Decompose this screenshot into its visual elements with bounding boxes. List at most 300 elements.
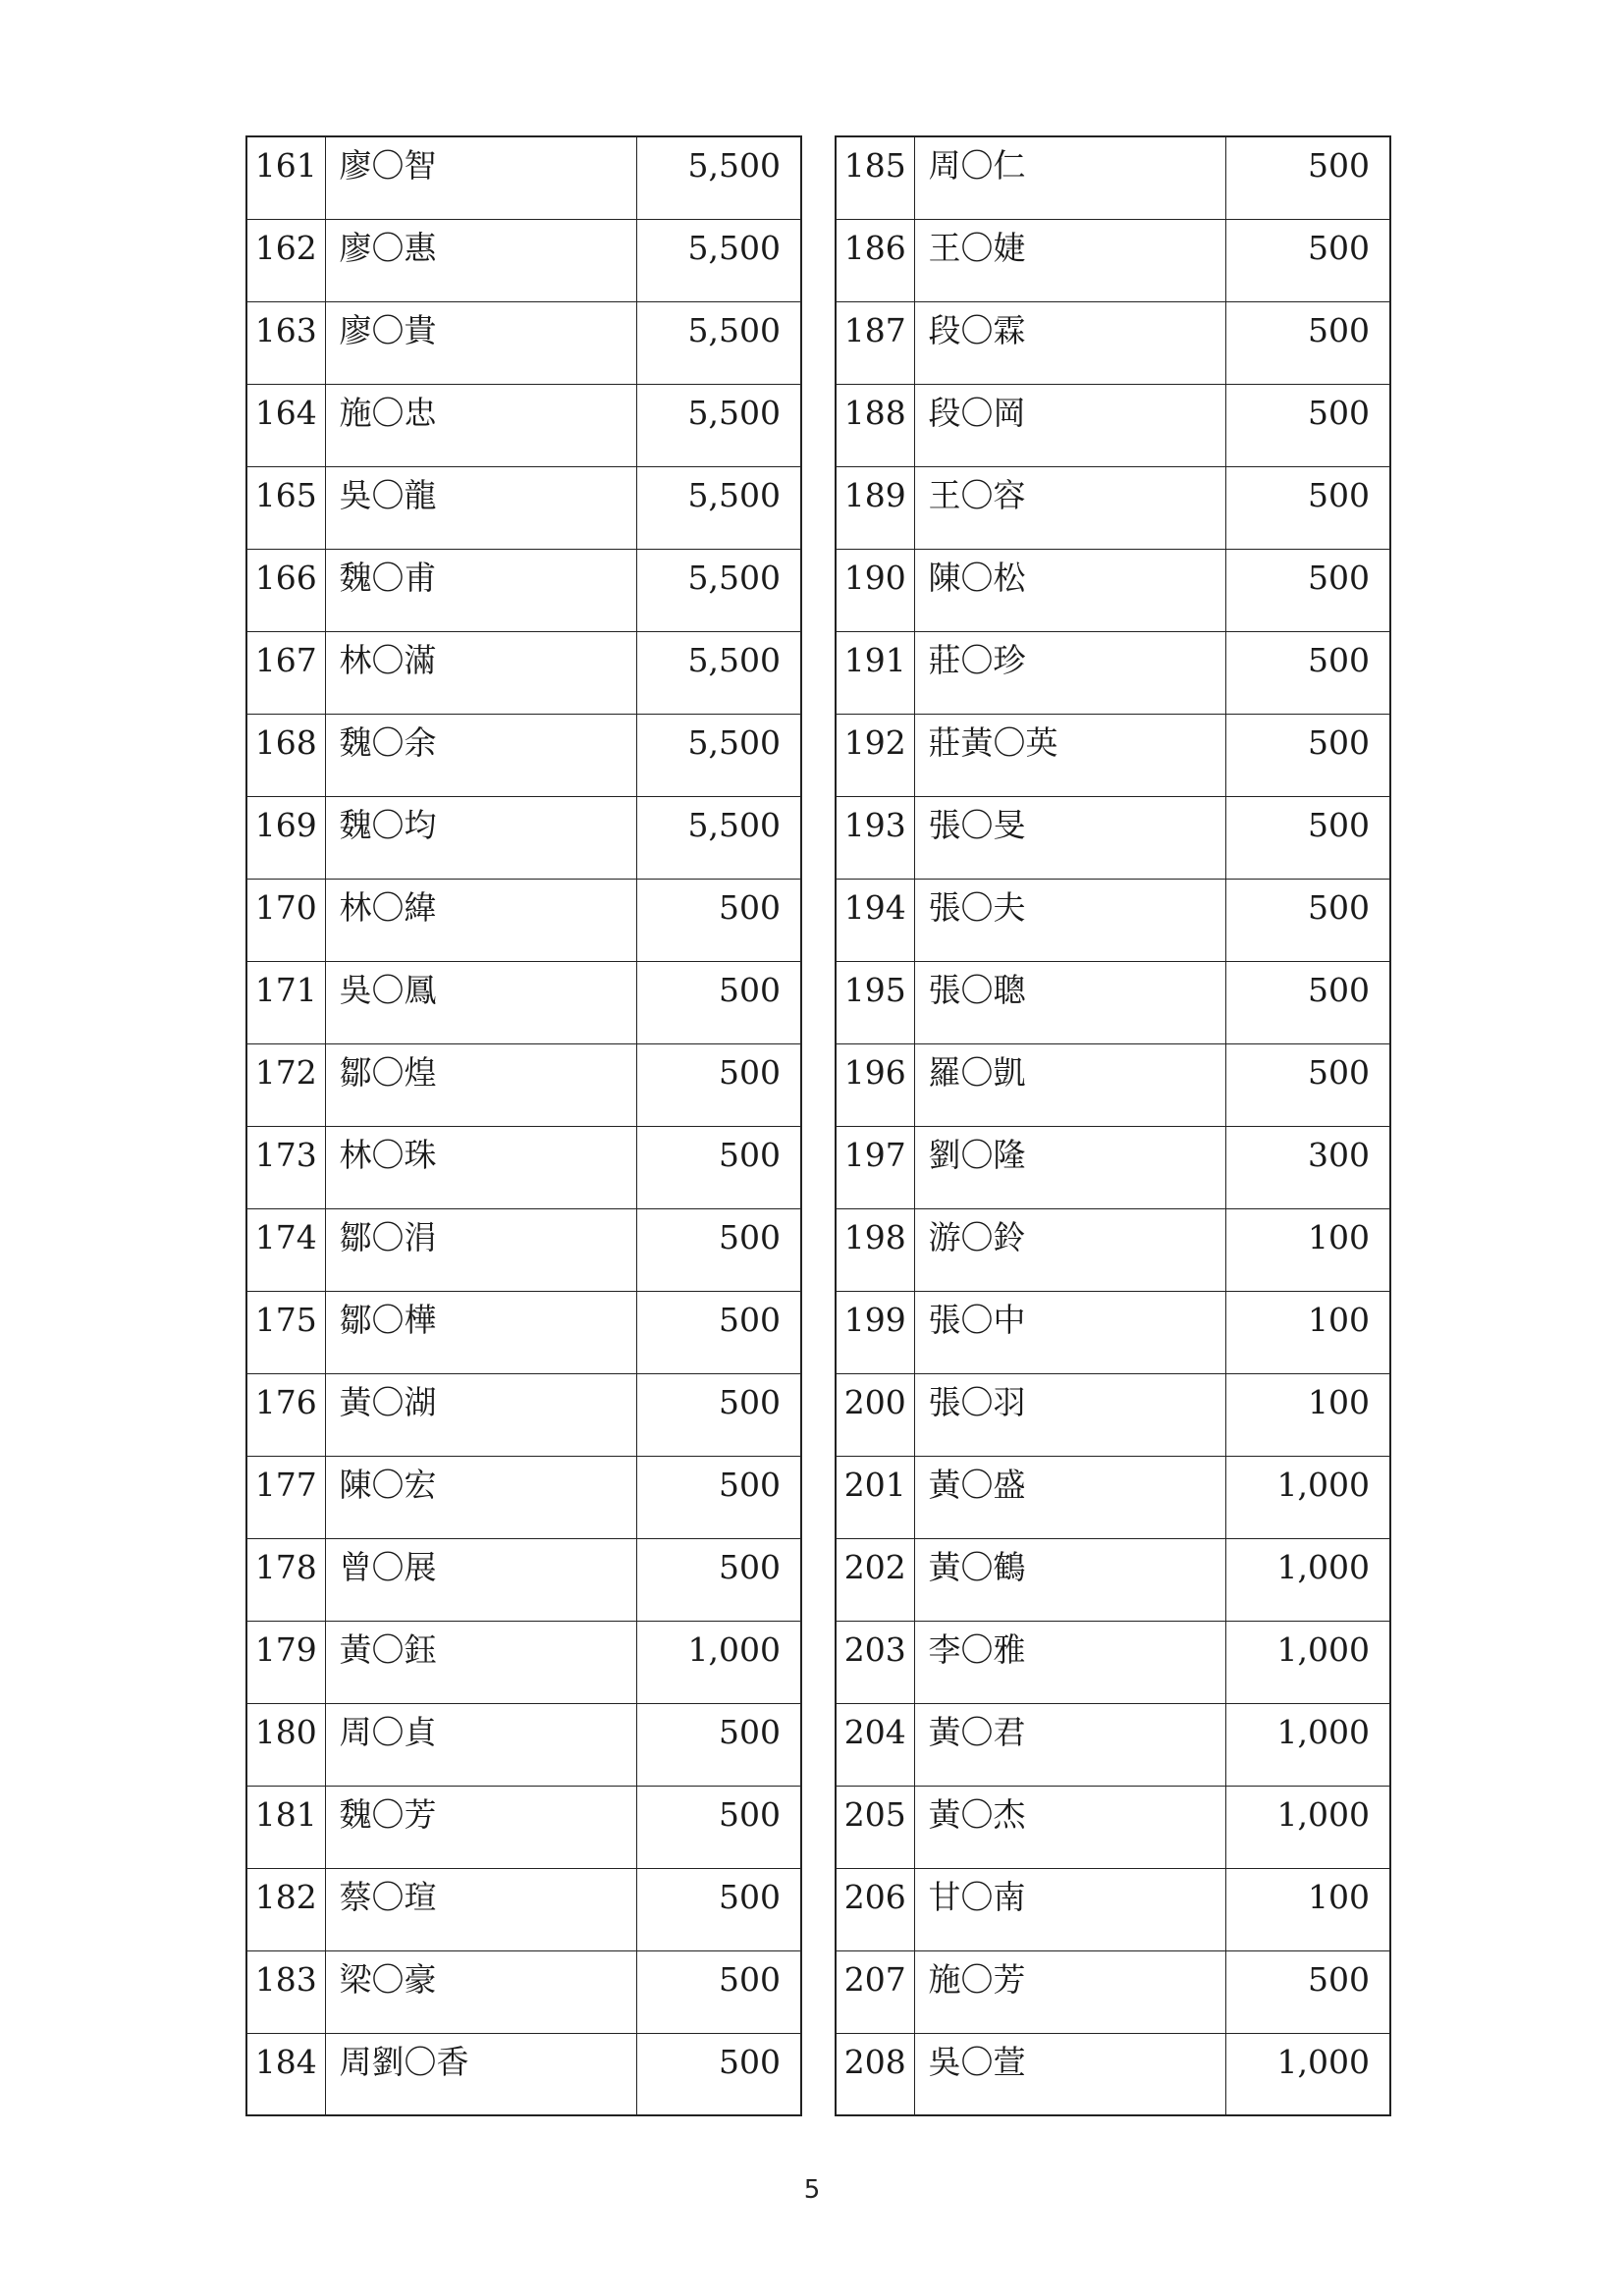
row-number-cell <box>836 1456 914 1538</box>
table-row <box>246 1621 801 1703</box>
table-row <box>836 1208 1390 1291</box>
donation-amount: 1,000 <box>1276 2042 1370 2081</box>
donor-name-cell <box>325 1538 636 1621</box>
donation-amount-cell <box>1225 1456 1390 1538</box>
row-number: 202 <box>843 1547 906 1586</box>
donation-amount-cell <box>1225 1786 1390 1868</box>
table-row <box>836 796 1390 879</box>
table-row <box>246 714 801 796</box>
donation-amount: 5,500 <box>687 640 781 679</box>
row-number: 175 <box>254 1300 317 1339</box>
row-number-cell <box>246 301 325 384</box>
donor-name-cell <box>914 219 1225 301</box>
table-row <box>836 879 1390 961</box>
donation-amount-cell <box>636 1868 801 1950</box>
row-number-cell <box>836 879 914 961</box>
row-number: 178 <box>254 1547 317 1586</box>
row-number: 204 <box>843 1712 906 1751</box>
donation-amount: 500 <box>719 1465 781 1504</box>
donor-name-cell <box>914 1043 1225 1126</box>
donation-amount: 100 <box>1308 1877 1370 1916</box>
row-number: 206 <box>843 1877 906 1916</box>
row-number-cell <box>246 714 325 796</box>
donation-amount-cell <box>636 1456 801 1538</box>
donor-name-cell <box>914 2033 1225 2115</box>
donation-amount: 500 <box>1308 475 1370 514</box>
donation-amount-cell <box>1225 1703 1390 1786</box>
table-row <box>246 1950 801 2033</box>
row-number-cell <box>246 136 325 219</box>
row-number: 179 <box>254 1629 317 1669</box>
table-row <box>246 961 801 1043</box>
donation-amount-cell <box>636 219 801 301</box>
row-number: 190 <box>843 558 906 597</box>
donor-name-cell <box>325 1373 636 1456</box>
donor-name-cell <box>914 631 1225 714</box>
donor-name: 魏〇均 <box>339 805 437 844</box>
row-number-cell <box>246 2033 325 2115</box>
donor-name: 段〇霖 <box>928 310 1026 349</box>
row-number-cell <box>246 1291 325 1373</box>
donation-amount: 1,000 <box>1276 1629 1370 1669</box>
donor-name: 周〇貞 <box>339 1712 437 1751</box>
row-number: 195 <box>843 970 906 1009</box>
row-number-cell <box>836 466 914 549</box>
row-number-cell <box>246 1538 325 1621</box>
table-row <box>836 1621 1390 1703</box>
donation-amount: 5,500 <box>687 722 781 762</box>
row-number-cell <box>246 384 325 466</box>
row-number: 205 <box>843 1794 906 1834</box>
row-number: 165 <box>254 475 317 514</box>
donor-name: 鄒〇涓 <box>339 1217 437 1256</box>
row-number: 200 <box>843 1382 906 1421</box>
donation-amount-cell <box>636 1621 801 1703</box>
donation-amount: 5,500 <box>687 805 781 844</box>
row-number-cell <box>836 714 914 796</box>
donation-amount-cell <box>636 301 801 384</box>
row-number-cell <box>836 1291 914 1373</box>
row-number-cell <box>836 1703 914 1786</box>
donor-name: 鄒〇煌 <box>339 1052 437 1092</box>
row-number-cell <box>836 1868 914 1950</box>
donor-name: 段〇岡 <box>928 393 1026 432</box>
row-number: 177 <box>254 1465 317 1504</box>
row-number: 186 <box>843 228 906 267</box>
row-number-cell <box>246 1621 325 1703</box>
table-row <box>836 1950 1390 2033</box>
table-row <box>246 796 801 879</box>
donation-amount: 500 <box>1308 1052 1370 1092</box>
row-number: 174 <box>254 1217 317 1256</box>
table-row <box>836 136 1390 219</box>
row-number-cell <box>836 2033 914 2115</box>
row-number-cell <box>836 1373 914 1456</box>
donor-name: 王〇容 <box>928 475 1026 514</box>
row-number: 187 <box>843 310 906 349</box>
donation-amount: 500 <box>1308 1959 1370 1999</box>
row-number: 208 <box>843 2042 906 2081</box>
donation-amount-cell <box>1225 136 1390 219</box>
row-number: 184 <box>254 2042 317 2081</box>
donor-name-cell <box>914 1208 1225 1291</box>
donation-amount-cell <box>636 1373 801 1456</box>
donor-name-cell <box>325 879 636 961</box>
row-number: 166 <box>254 558 317 597</box>
donor-name: 林〇緯 <box>339 887 437 927</box>
table-row <box>246 136 801 219</box>
donation-amount: 5,500 <box>687 310 781 349</box>
donation-amount: 500 <box>1308 310 1370 349</box>
table-row <box>246 1043 801 1126</box>
donation-amount: 500 <box>1308 970 1370 1009</box>
donation-amount: 1,000 <box>1276 1712 1370 1751</box>
donation-amount-cell <box>636 384 801 466</box>
page-number: 5 <box>803 2175 821 2205</box>
row-number-cell <box>246 1373 325 1456</box>
donor-name-cell <box>325 549 636 631</box>
donation-amount: 500 <box>719 1794 781 1834</box>
donor-name-cell <box>325 384 636 466</box>
donor-name-cell <box>325 1456 636 1538</box>
donation-amount-cell <box>1225 1291 1390 1373</box>
row-number: 173 <box>254 1135 317 1174</box>
donor-name-cell <box>914 1538 1225 1621</box>
donation-amount: 500 <box>719 1052 781 1092</box>
row-number: 181 <box>254 1794 317 1834</box>
donor-name: 鄒〇樺 <box>339 1300 437 1339</box>
donation-amount-cell <box>636 879 801 961</box>
donor-name: 陳〇宏 <box>339 1465 437 1504</box>
donor-name: 吳〇龍 <box>339 475 437 514</box>
donor-name: 施〇忠 <box>339 393 437 432</box>
donation-amount-cell <box>636 2033 801 2115</box>
donor-name-cell <box>914 1373 1225 1456</box>
row-number: 196 <box>843 1052 906 1092</box>
donor-name: 蔡〇瑄 <box>339 1877 437 1916</box>
row-number-cell <box>836 549 914 631</box>
donation-amount: 500 <box>1308 393 1370 432</box>
donor-name: 黃〇杰 <box>928 1794 1026 1834</box>
donor-name: 周劉〇香 <box>339 2042 469 2081</box>
donor-name: 莊〇珍 <box>928 640 1026 679</box>
donor-name: 魏〇余 <box>339 722 437 762</box>
donation-amount-cell <box>636 1043 801 1126</box>
row-number: 171 <box>254 970 317 1009</box>
donation-amount-cell <box>1225 1043 1390 1126</box>
table-row <box>836 1043 1390 1126</box>
row-number-cell <box>246 1208 325 1291</box>
row-number: 192 <box>843 722 906 762</box>
donation-amount: 5,500 <box>687 558 781 597</box>
row-number-cell <box>246 1456 325 1538</box>
donation-amount: 1,000 <box>1276 1547 1370 1586</box>
donor-name-cell <box>325 961 636 1043</box>
row-number-cell <box>836 1043 914 1126</box>
row-number-cell <box>836 1621 914 1703</box>
row-number-cell <box>836 219 914 301</box>
row-number-cell <box>246 631 325 714</box>
donation-amount-cell <box>636 961 801 1043</box>
row-number: 180 <box>254 1712 317 1751</box>
donation-amount: 500 <box>719 1135 781 1174</box>
donation-amount-cell <box>636 796 801 879</box>
donation-amount: 500 <box>719 1382 781 1421</box>
row-number-cell <box>246 549 325 631</box>
donor-name-cell <box>914 1126 1225 1208</box>
table-row <box>836 1703 1390 1786</box>
donation-amount-cell <box>1225 1208 1390 1291</box>
donation-amount: 300 <box>1308 1135 1370 1174</box>
row-number: 161 <box>254 146 317 185</box>
donor-table-left-body <box>246 136 801 2115</box>
table-row <box>246 1208 801 1291</box>
donation-amount-cell <box>636 714 801 796</box>
donor-name: 張〇中 <box>928 1300 1026 1339</box>
row-number: 183 <box>254 1959 317 1999</box>
table-row <box>246 301 801 384</box>
donation-amount: 500 <box>719 2042 781 2081</box>
donor-name-cell <box>325 136 636 219</box>
table-row <box>246 1786 801 1868</box>
donor-name-cell <box>325 1950 636 2033</box>
table-row <box>246 879 801 961</box>
donor-name: 林〇滿 <box>339 640 437 679</box>
row-number: 170 <box>254 887 317 927</box>
donation-amount: 500 <box>1308 805 1370 844</box>
donation-amount-cell <box>1225 714 1390 796</box>
donor-name: 梁〇豪 <box>339 1959 437 1999</box>
row-number-cell <box>836 1538 914 1621</box>
donation-amount-cell <box>1225 1538 1390 1621</box>
donor-name: 莊黃〇英 <box>928 722 1058 762</box>
row-number: 167 <box>254 640 317 679</box>
donor-name: 黃〇君 <box>928 1712 1026 1751</box>
row-number: 198 <box>843 1217 906 1256</box>
row-number-cell <box>836 301 914 384</box>
donor-name: 羅〇凱 <box>928 1052 1026 1092</box>
row-number-cell <box>836 1786 914 1868</box>
donor-name-cell <box>914 549 1225 631</box>
donation-amount: 5,500 <box>687 393 781 432</box>
donor-name: 甘〇南 <box>928 1877 1026 1916</box>
donor-name: 黃〇鈺 <box>339 1629 437 1669</box>
donor-name-cell <box>325 2033 636 2115</box>
table-row <box>246 1456 801 1538</box>
donor-name: 廖〇智 <box>339 146 437 185</box>
donor-table-left <box>245 135 802 2116</box>
donor-name: 吳〇萱 <box>928 2042 1026 2081</box>
table-row <box>246 466 801 549</box>
row-number-cell <box>246 219 325 301</box>
row-number: 194 <box>843 887 906 927</box>
donor-name-cell <box>914 301 1225 384</box>
row-number: 168 <box>254 722 317 762</box>
row-number-cell <box>836 796 914 879</box>
table-row <box>836 466 1390 549</box>
donor-name: 黃〇鶴 <box>928 1547 1026 1586</box>
donor-name: 廖〇貴 <box>339 310 437 349</box>
row-number-cell <box>246 1703 325 1786</box>
donation-amount: 500 <box>1308 146 1370 185</box>
donation-amount: 5,500 <box>687 475 781 514</box>
table-row <box>836 301 1390 384</box>
donation-amount-cell <box>1225 1868 1390 1950</box>
donation-amount: 100 <box>1308 1382 1370 1421</box>
donation-amount-cell <box>636 136 801 219</box>
donation-amount-cell <box>1225 961 1390 1043</box>
row-number-cell <box>836 1126 914 1208</box>
row-number: 189 <box>843 475 906 514</box>
donor-name-cell <box>325 1208 636 1291</box>
donation-amount: 5,500 <box>687 146 781 185</box>
donor-name: 李〇雅 <box>928 1629 1026 1669</box>
donation-amount-cell <box>636 1126 801 1208</box>
donation-amount: 500 <box>719 1217 781 1256</box>
table-row <box>836 1868 1390 1950</box>
table-row <box>246 631 801 714</box>
row-number: 182 <box>254 1877 317 1916</box>
table-row <box>836 549 1390 631</box>
donor-name: 陳〇松 <box>928 558 1026 597</box>
table-row <box>836 1786 1390 1868</box>
row-number-cell <box>836 136 914 219</box>
donation-amount: 500 <box>1308 640 1370 679</box>
row-number: 203 <box>843 1629 906 1669</box>
donor-name-cell <box>914 1621 1225 1703</box>
row-number-cell <box>246 466 325 549</box>
donor-name-cell <box>325 631 636 714</box>
donor-name: 劉〇隆 <box>928 1135 1026 1174</box>
donor-name-cell <box>914 961 1225 1043</box>
donor-name-cell <box>914 466 1225 549</box>
donation-amount: 1,000 <box>687 1629 781 1669</box>
donor-name-cell <box>325 1291 636 1373</box>
table-row <box>246 1373 801 1456</box>
row-number-cell <box>836 384 914 466</box>
table-row <box>836 1538 1390 1621</box>
table-row <box>246 1291 801 1373</box>
donor-name-cell <box>325 714 636 796</box>
donor-name: 張〇夫 <box>928 887 1026 927</box>
donation-amount-cell <box>1225 796 1390 879</box>
donation-amount: 500 <box>719 1547 781 1586</box>
donation-amount: 500 <box>719 887 781 927</box>
donation-amount: 5,500 <box>687 228 781 267</box>
donation-amount-cell <box>636 631 801 714</box>
donor-name: 周〇仁 <box>928 146 1026 185</box>
table-row <box>246 384 801 466</box>
donation-amount-cell <box>1225 549 1390 631</box>
row-number-cell <box>246 1786 325 1868</box>
row-number-cell <box>246 879 325 961</box>
donation-amount: 500 <box>1308 722 1370 762</box>
table-row <box>246 1126 801 1208</box>
donor-name: 魏〇芳 <box>339 1794 437 1834</box>
donation-amount-cell <box>1225 1621 1390 1703</box>
row-number-cell <box>836 1208 914 1291</box>
row-number: 193 <box>843 805 906 844</box>
row-number: 172 <box>254 1052 317 1092</box>
donor-name: 游〇鈴 <box>928 1217 1026 1256</box>
row-number: 185 <box>843 146 906 185</box>
donor-name: 魏〇甫 <box>339 558 437 597</box>
row-number-cell <box>836 631 914 714</box>
donor-name-cell <box>914 384 1225 466</box>
donor-name-cell <box>914 1456 1225 1538</box>
row-number: 188 <box>843 393 906 432</box>
donation-amount: 500 <box>1308 228 1370 267</box>
table-row <box>836 631 1390 714</box>
table-row <box>246 1868 801 1950</box>
donor-name: 張〇聰 <box>928 970 1026 1009</box>
table-row <box>836 2033 1390 2115</box>
donation-amount: 500 <box>719 1959 781 1999</box>
row-number: 199 <box>843 1300 906 1339</box>
donation-amount-cell <box>636 1291 801 1373</box>
donor-table-right <box>835 135 1391 2116</box>
donation-amount: 500 <box>719 970 781 1009</box>
row-number-cell <box>246 1950 325 2033</box>
donation-amount-cell <box>1225 1126 1390 1208</box>
donation-amount-cell <box>1225 466 1390 549</box>
table-row <box>246 2033 801 2115</box>
row-number: 176 <box>254 1382 317 1421</box>
donor-name-cell <box>914 1786 1225 1868</box>
donor-name-cell <box>325 466 636 549</box>
donor-name: 王〇婕 <box>928 228 1026 267</box>
donor-name-cell <box>914 879 1225 961</box>
donation-amount-cell <box>1225 219 1390 301</box>
donor-name-cell <box>914 1291 1225 1373</box>
table-row <box>836 1373 1390 1456</box>
donation-amount-cell <box>1225 1950 1390 2033</box>
row-number: 169 <box>254 805 317 844</box>
table-row <box>246 1703 801 1786</box>
donation-amount: 100 <box>1308 1217 1370 1256</box>
row-number: 201 <box>843 1465 906 1504</box>
donor-name: 黃〇盛 <box>928 1465 1026 1504</box>
donor-name-cell <box>914 1868 1225 1950</box>
donation-amount: 1,000 <box>1276 1794 1370 1834</box>
donation-amount: 500 <box>1308 558 1370 597</box>
donation-amount-cell <box>636 1703 801 1786</box>
donor-name: 吳〇鳳 <box>339 970 437 1009</box>
table-row <box>836 1456 1390 1538</box>
row-number: 207 <box>843 1959 906 1999</box>
donation-amount: 500 <box>719 1300 781 1339</box>
row-number-cell <box>246 796 325 879</box>
donor-name: 施〇芳 <box>928 1959 1026 1999</box>
donor-table-right-body <box>836 136 1390 2115</box>
donor-name-cell <box>325 1786 636 1868</box>
table-row <box>246 219 801 301</box>
donation-amount-cell <box>1225 1373 1390 1456</box>
row-number: 191 <box>843 640 906 679</box>
donor-name: 黃〇湖 <box>339 1382 437 1421</box>
donation-amount-cell <box>636 1538 801 1621</box>
donor-name: 張〇旻 <box>928 805 1026 844</box>
donation-amount-cell <box>1225 879 1390 961</box>
row-number-cell <box>246 961 325 1043</box>
donor-name: 林〇珠 <box>339 1135 437 1174</box>
donor-name-cell <box>325 1043 636 1126</box>
donation-amount-cell <box>1225 2033 1390 2115</box>
donor-name-cell <box>914 714 1225 796</box>
donor-name-cell <box>914 1950 1225 2033</box>
donor-name-cell <box>325 301 636 384</box>
donation-amount: 500 <box>1308 887 1370 927</box>
